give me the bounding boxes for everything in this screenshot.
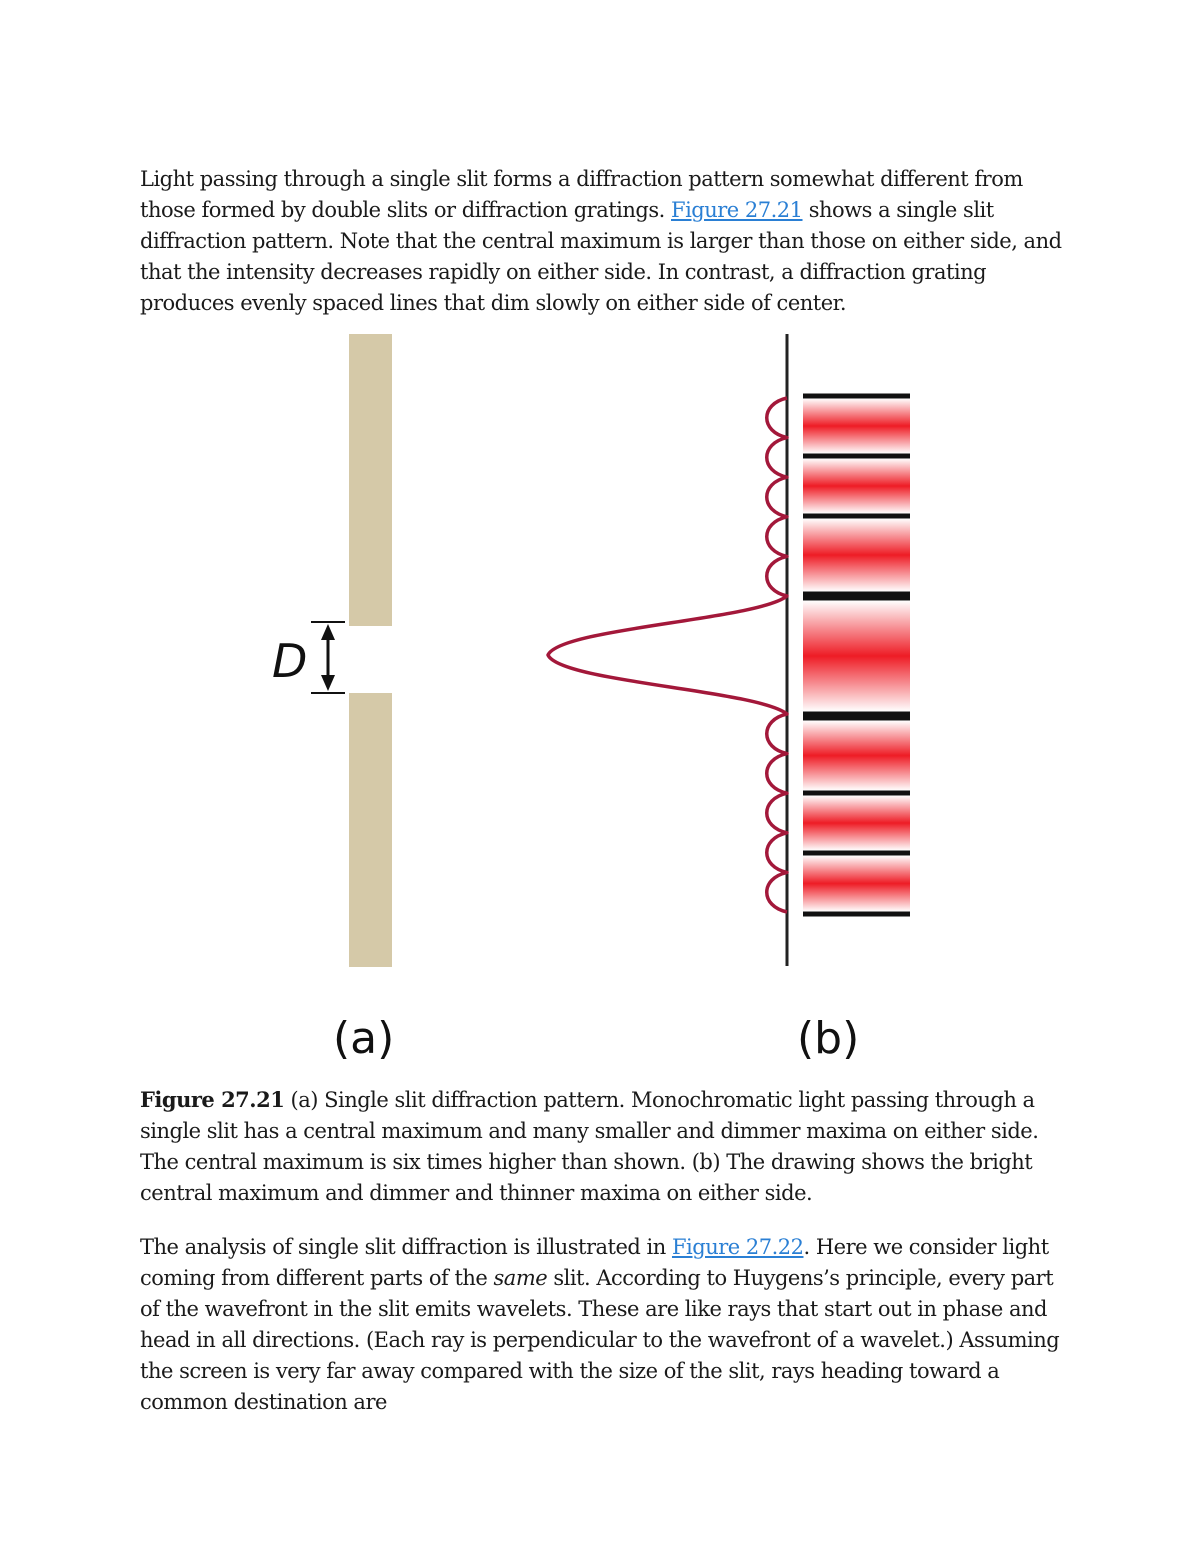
analysis-emphasis-same: same [493,1266,548,1290]
dark-fringe [803,912,910,917]
analysis-paragraph [140,1232,1075,1418]
fringe-pattern [803,394,910,917]
bright-fringe [803,721,910,791]
panel-b-label: (b) [797,1013,860,1064]
barrier-lower-section [349,693,392,967]
figure-27-22-link[interactable]: Figure 27.22 [671,1235,804,1259]
figure-27-21-link[interactable]: Figure 27.21 [671,198,803,222]
caption-label: Figure 27.21 [140,1087,285,1112]
panel-a-label: (a) [333,1013,395,1064]
analysis-text-mid: . Here we consider light coming from different parts of the [140,1235,1049,1290]
dark-fringe [803,514,910,519]
slit-width-marker [272,622,345,693]
arrow-up-icon [321,624,335,640]
bright-fringe [803,856,910,912]
slit-barrier [349,334,392,967]
caption-text: (a) Single slit diffraction pattern. Monochromatic light passing through a single slit has a central maximum and many smaller and dimmer maxima on either side. The central maximum is six times higher than shown. (b) The drawing shows the bright central maximum and dimmer and thinner maxima on either side. [140,1088,1039,1205]
bright-fringe [803,399,910,454]
intensity-curve [548,398,787,912]
analysis-text-after: slit. According to Huygens’s principle, every part of the wavefront in the slit emits wavelets. These are like rays that start out in phase and head in all directions. (Each ray is perpendicular to the wavefront of a wavelet.) Assuming the screen is very far away compared with the size of the slit, rays heading toward a common destination are [140,1266,1060,1414]
bright-fringe [803,601,910,712]
intro-text-after-link: shows a single slit diffraction pattern. Note that the central maximum is larger than those on either side, and that the intensity decreases rapidly on either side. In contrast, a diffraction grating produces evenly spaced lines that dim slowly on either side of center. [140,198,1062,315]
analysis-text-before-link: The analysis of single slit diffraction is illustrated in [140,1235,672,1259]
arrow-down-icon [321,675,335,691]
slit-width-label: D [272,634,308,688]
dark-fringe [803,712,910,721]
bright-fringe [803,519,910,592]
dark-fringe [803,791,910,796]
figure-caption [140,1084,1075,1209]
dark-fringe [803,454,910,459]
barrier-upper-section [349,334,392,626]
dark-fringe [803,851,910,856]
bright-fringe [803,796,910,851]
dark-fringe [803,592,910,601]
bright-fringe [803,459,910,514]
dark-fringe [803,394,910,399]
intro-text-before-link: Light passing through a single slit forms a diffraction pattern somewhat different from those formed by double slits or diffraction gratings. [140,167,1023,222]
